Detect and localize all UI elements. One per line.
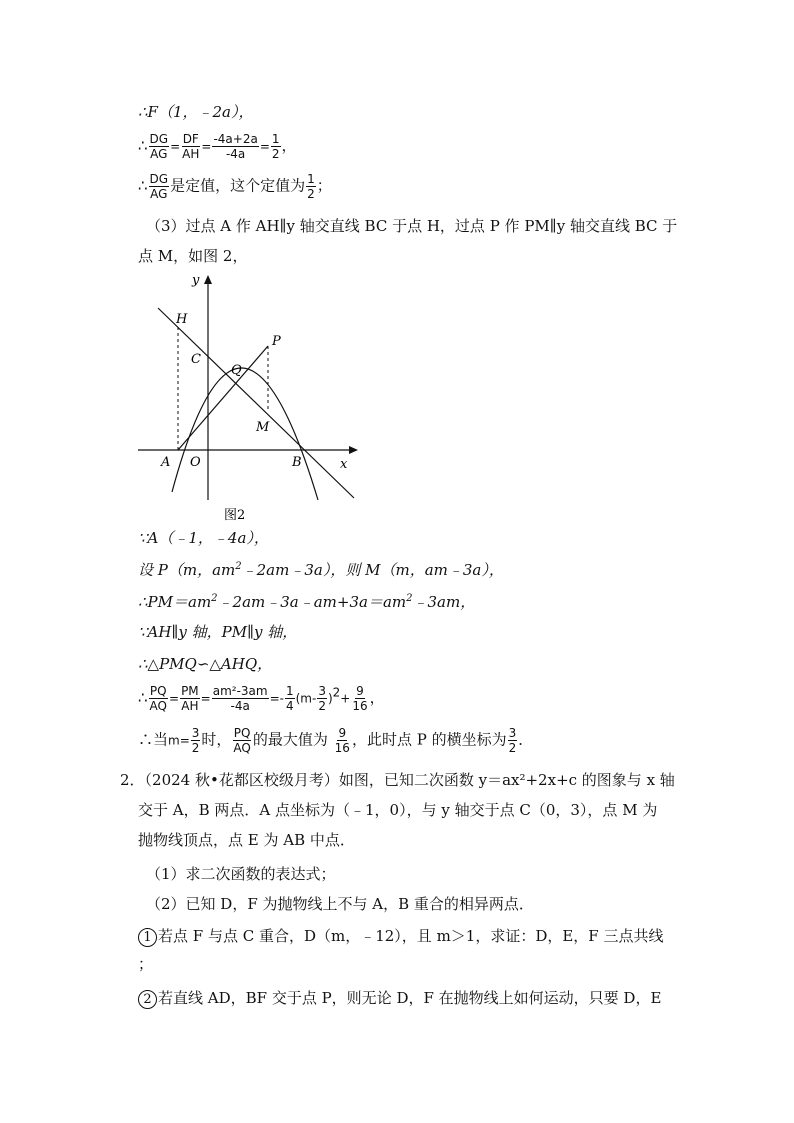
problem2-line1: 2．（2024 秋•花都区校级月考）如图，已知二次函数 y＝ax²+2x+c 的图象与 x 轴 <box>120 771 675 789</box>
circled-two: 2 <box>138 990 157 1009</box>
fraction-nine-sixteenths: $\frac{9}{16}$ <box>352 684 368 713</box>
line-constant-value: ∴ $\frac{DG}{AG}$ 是定值，这个定值为 $\frac{1}{2}$ ； <box>138 172 332 201</box>
line-bc <box>158 308 354 498</box>
problem2-part1: （1）求二次函数的表达式； <box>146 865 336 883</box>
fraction-pq-aq: $\frac{PQ}{AQ}$ <box>149 684 167 713</box>
line-pm-length: $\therefore PM=am^2﹣2am﹣3a﹣am+3a=am^2﹣3am$， <box>138 593 476 611</box>
fraction-pq-aq-2: $\frac{PQ}{AQ}$ <box>233 726 251 755</box>
fraction-dg-ag: $\frac{DG}{AG}$ <box>149 132 169 161</box>
fraction-one-quarter: $\frac{1}{4}$ <box>285 684 294 713</box>
fraction-p-abscissa: $\frac{3}{2}$ <box>508 726 517 755</box>
label-p: P <box>272 334 281 349</box>
problem2-line2: 交于 A，B 两点．A 点坐标为（﹣1，0），与 y 轴交于点 C（0，3），点 M 为 <box>138 801 658 819</box>
problem2-subpart2: 2 若直线 AD，BF 交于点 P，则无论 D，F 在抛物线上如何运动，只要 D，E <box>138 988 661 1009</box>
fraction-m-value: $\frac{3}{2}$ <box>191 726 200 755</box>
problem2-part2: （2）已知 D，F 为抛物线上不与 A，B 重合的相异两点． <box>146 895 534 913</box>
label-m: M <box>256 420 270 435</box>
line-maximum-value: ∴当m= $\frac{3}{2}$ 时， $\frac{PQ}{AQ}$ 的最大值为 $\frac{9}{16}$ ，此时点 P 的横坐标为 $\frac{3}{2}$ ． <box>138 726 534 755</box>
fraction-one-half-2: $\frac{1}{2}$ <box>307 172 315 201</box>
fraction-pm-ah: $\frac{PM}{AH}$ <box>181 684 199 713</box>
fraction-max-value: $\frac{9}{16}$ <box>334 726 350 755</box>
problem2-line3: 抛物线顶点，点 E 为 AB 中点． <box>138 831 355 849</box>
line-a-coordinates: ∵A（﹣1，﹣4a）， <box>138 529 269 547</box>
x-axis-arrow <box>349 446 358 454</box>
label-h: H <box>176 312 188 327</box>
parabola-curve <box>172 368 318 500</box>
fraction-df-ah: $\frac{DF}{AH}$ <box>182 132 200 161</box>
fraction-one-half: $\frac{1}{2}$ <box>271 132 280 161</box>
figure-2 <box>132 270 372 530</box>
label-q: Q <box>231 363 242 378</box>
label-o: O <box>190 455 201 470</box>
line-set-p: 设 P（m，$am^2﹣2am﹣3a$），则 M（m，am﹣3a）， <box>138 561 504 579</box>
line-part3-intro: （3）过点 A 作 AH∥y 轴交直线 BC 于点 H，过点 P 作 PM∥y 轴交直线 BC 于 <box>146 217 678 235</box>
label-c: C <box>191 352 201 367</box>
label-x: x <box>340 457 348 472</box>
label-y: y <box>192 273 200 288</box>
line-part3-intro-cont: 点 M，如图 2， <box>138 247 248 265</box>
fraction-am-expression: $\frac{\text{am²-3am}}{-4a}$ <box>212 684 268 713</box>
problem2-subpart1-cont: ； <box>138 955 154 973</box>
fraction-dg-ag-2: $\frac{DG}{AG}$ <box>149 172 169 201</box>
figure-caption: 图2 <box>224 508 246 523</box>
line-pq-aq-expression: ∴ $\frac{PQ}{AQ}$ = $\frac{PM}{AH}$ = $\frac{\text{am²-3am}}{-4a}$ =- $\frac{1}{4}$ (m- $\frac{3}{2}$ )$^2$+ $\frac{9}{16}$ ， <box>138 684 385 713</box>
line-f-coordinates: ∴F（1，﹣2a）， <box>138 103 254 121</box>
label-a: A <box>161 455 171 470</box>
y-axis-arrow <box>204 275 212 284</box>
fraction-ratio-value: $\frac{-4a+2a}{-4a}$ <box>213 132 258 161</box>
line-similar: ∴△PMQ∽△AHQ， <box>138 655 273 673</box>
circled-one: 1 <box>138 928 157 947</box>
line-parallel: ∵AH∥y 轴，PM∥y 轴， <box>138 623 298 641</box>
label-b: B <box>292 455 302 470</box>
line-ratio-equation: ∴ $\frac{DG}{AG}$ = $\frac{DF}{AH}$ = $\frac{-4a+2a}{-4a}$ = $\frac{1}{2}$ ， <box>138 132 297 161</box>
therefore-symbol: ∴ <box>138 136 148 155</box>
fraction-three-halves: $\frac{3}{2}$ <box>318 684 326 713</box>
problem2-subpart1: 1 若点 F 与点 C 重合，D（m，﹣12），且 m＞1，求证：D，E，F 三点共线 <box>138 926 663 947</box>
